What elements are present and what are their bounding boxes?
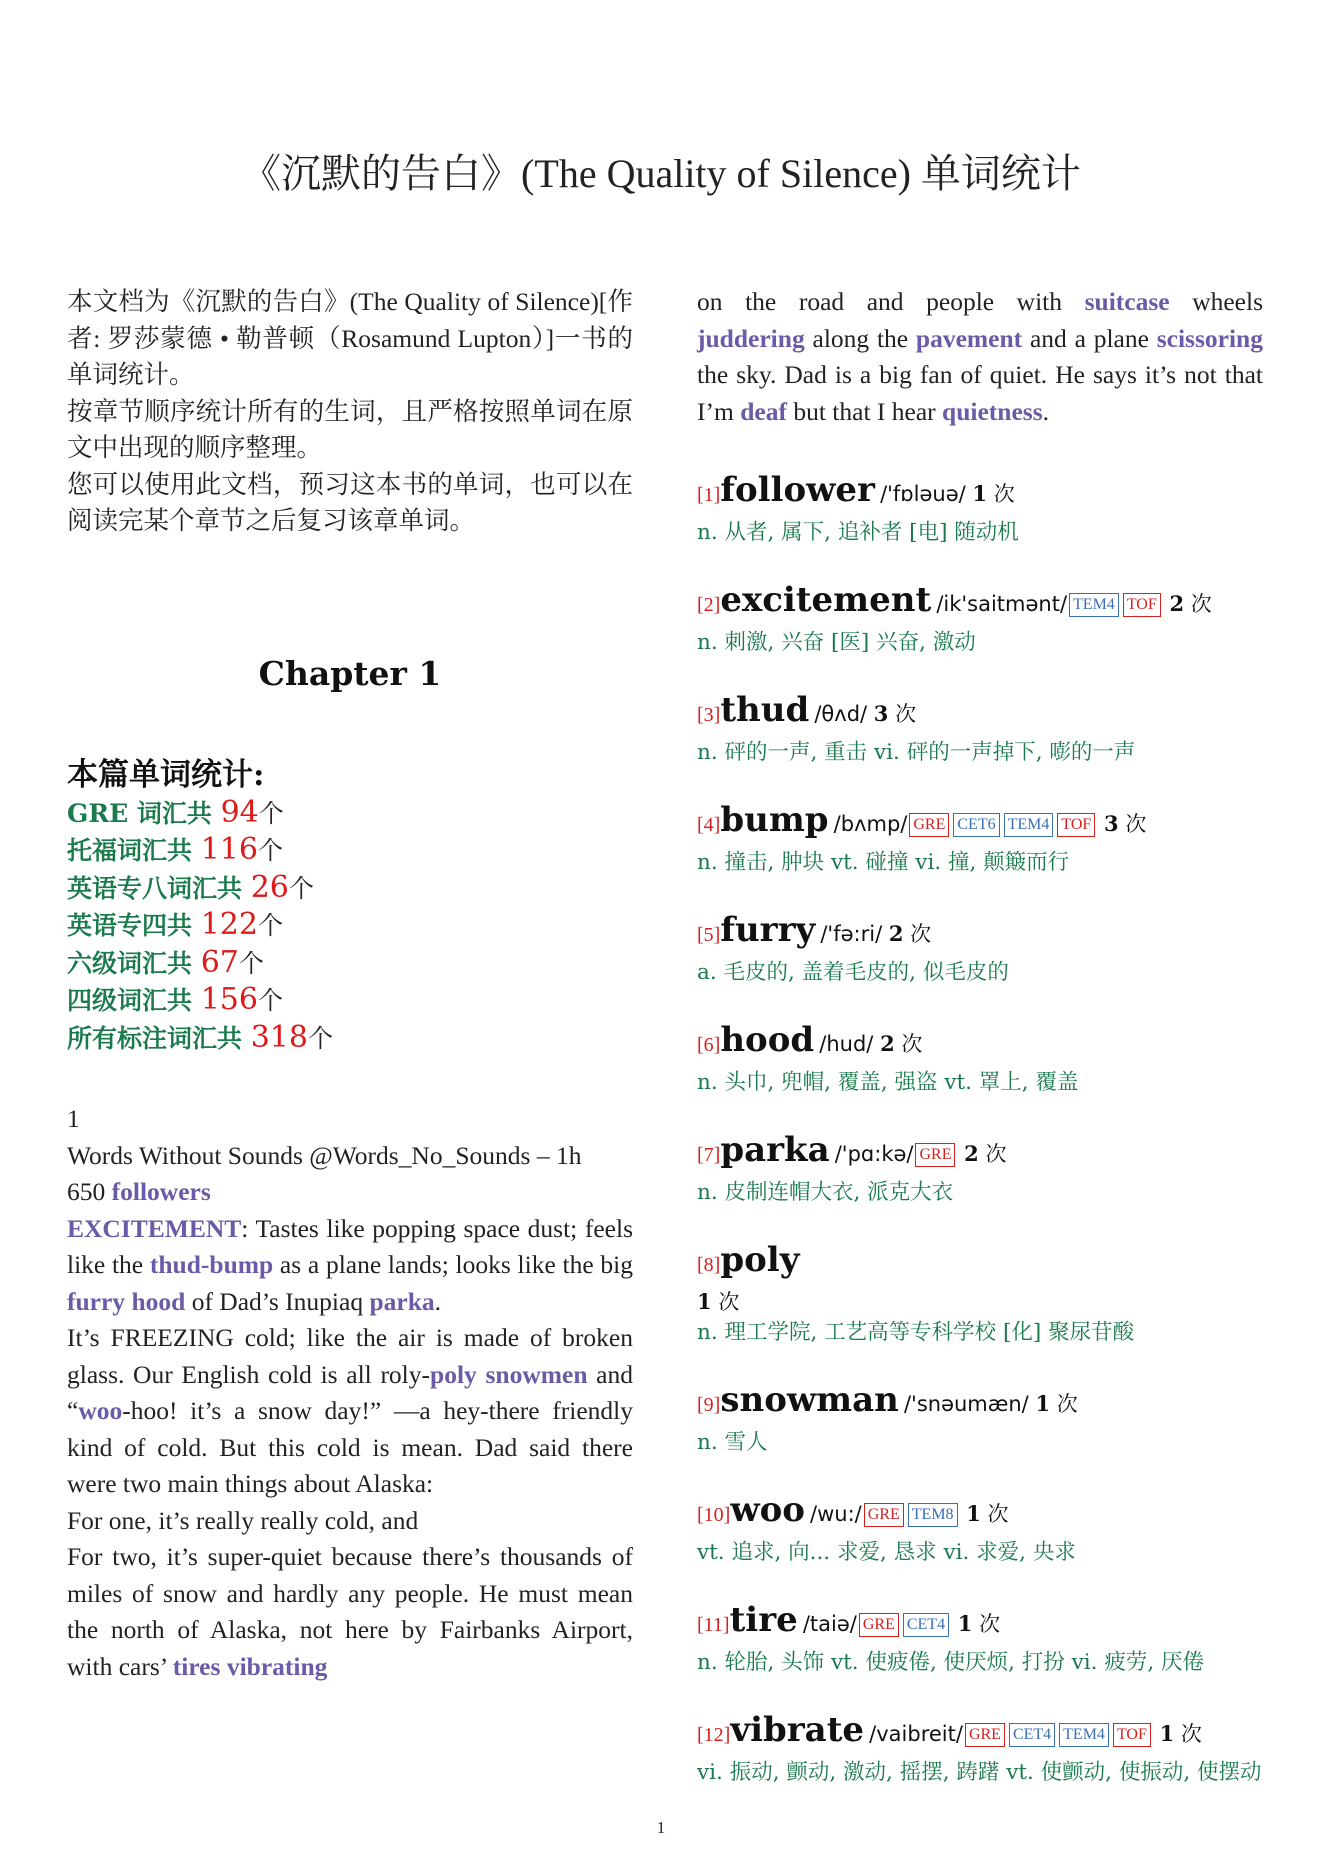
stat-count: 156 bbox=[200, 982, 258, 1017]
stat-row-cet6 bbox=[67, 945, 633, 983]
stat-count: 67 bbox=[200, 944, 239, 980]
exam-tag: TOF bbox=[1057, 813, 1095, 837]
text-paragraph: 1 bbox=[67, 1104, 80, 1133]
vocab-entry bbox=[697, 470, 1263, 550]
entry-number: [3] bbox=[697, 704, 721, 726]
highlighted-word: thud bbox=[149, 1250, 201, 1279]
vocab-entry bbox=[697, 1130, 1263, 1210]
highlighted-word: bump bbox=[209, 1250, 274, 1279]
exam-tag: TOF bbox=[1123, 593, 1161, 617]
entry-count-unit: 次 bbox=[979, 1612, 1001, 1636]
vocab-entry-header bbox=[697, 690, 1263, 736]
text-run: and a plane bbox=[1022, 323, 1157, 353]
stat-row-all bbox=[67, 1020, 633, 1058]
stat-count: 26 bbox=[250, 869, 289, 905]
stat-label: 四级词汇共 bbox=[67, 986, 201, 1015]
highlighted-word: EXCITEMENT bbox=[67, 1213, 242, 1243]
entry-count-value: 1 bbox=[957, 1611, 973, 1636]
word-stats bbox=[67, 795, 633, 1058]
highlighted-word: poly bbox=[430, 1359, 477, 1389]
text-run: the sky. Dad is a big fan of quiet. He says it’s not that I’m bbox=[697, 360, 1263, 426]
vocab-entry-header bbox=[697, 1130, 1263, 1176]
entry-phonetic: /wu:/ bbox=[810, 1502, 862, 1526]
text-paragraph bbox=[67, 1539, 633, 1685]
exam-tag: CET4 bbox=[903, 1613, 949, 1637]
vocab-entry-header bbox=[697, 1240, 1263, 1286]
exam-tag: GRE bbox=[909, 813, 949, 837]
stat-label: 英语专四共 bbox=[67, 911, 201, 940]
entry-definition: n. 从者, 属下, 追补者 [电] 随动机 bbox=[697, 520, 1019, 545]
stat-label: 英语专八词汇共 bbox=[67, 873, 251, 903]
highlighted-word: suitcase bbox=[1084, 287, 1170, 316]
entry-number: [11] bbox=[697, 1614, 730, 1636]
highlighted-word: snowmen bbox=[485, 1359, 588, 1389]
entry-word: woo bbox=[730, 1490, 805, 1530]
entry-count-value: 3 bbox=[1104, 811, 1119, 836]
highlighted-word: followers bbox=[111, 1177, 211, 1206]
vocab-entry bbox=[697, 1380, 1263, 1460]
entry-number: [5] bbox=[697, 924, 721, 946]
entry-number: [9] bbox=[697, 1394, 721, 1416]
text-run: and “ bbox=[67, 1359, 633, 1425]
stat-unit: 个 bbox=[288, 873, 314, 903]
highlighted-word: hood bbox=[131, 1286, 186, 1316]
exam-tag: GRE bbox=[965, 1723, 1005, 1747]
right-column bbox=[697, 284, 1263, 1820]
chapter-title: Chapter 1 bbox=[258, 653, 442, 693]
entry-definition: n. 撞击, 肿块 vt. 碰撞 vi. 撞, 颠簸而行 bbox=[697, 850, 1070, 875]
exam-tag: GRE bbox=[864, 1503, 904, 1527]
entry-count-value: 2 bbox=[888, 921, 904, 946]
entry-definition: vi. 振动, 颤动, 激动, 摇摆, 踌躇 vt. 使颤动, 使振动, 使摆动 bbox=[697, 1760, 1262, 1785]
entry-count-unit: 次 bbox=[1056, 1392, 1078, 1416]
entry-count-unit: 次 bbox=[1125, 812, 1147, 836]
entry-count-value: 2 bbox=[880, 1031, 895, 1056]
text-run: For two, it’s super-quiet because there’s thousands of miles of snow and hardly any people. He must mean the north of Alaska, not here by Fairbanks Airport, with cars’ bbox=[67, 1542, 633, 1681]
text-run: . bbox=[1042, 396, 1050, 426]
entry-count-unit: 次 bbox=[987, 1502, 1009, 1526]
entry-count-value: 1 bbox=[972, 481, 988, 506]
vocab-entry-header bbox=[697, 800, 1263, 846]
vocab-entry-header bbox=[697, 1600, 1263, 1646]
text-run: 650 bbox=[67, 1177, 112, 1206]
entry-word: follower bbox=[720, 470, 875, 510]
entry-number: [7] bbox=[697, 1144, 721, 1166]
entry-count bbox=[1153, 1722, 1202, 1746]
text-run: . bbox=[434, 1286, 442, 1316]
intro-paragraph: 本文档为《沉默的告白》(The Quality of Silence)[作者: 罗莎蒙德 • 勒普顿（Rosamund Lupton）]一书的单词统计。 bbox=[67, 287, 633, 389]
highlighted-word: quietness bbox=[942, 396, 1043, 426]
exam-tag: TOF bbox=[1113, 1723, 1151, 1747]
entry-number: [4] bbox=[697, 814, 721, 836]
vocab-entry-header bbox=[697, 580, 1263, 626]
entry-count-value: 2 bbox=[1169, 591, 1185, 616]
exam-tag: GRE bbox=[859, 1613, 899, 1637]
left-column bbox=[67, 284, 633, 1685]
entry-word: vibrate bbox=[730, 1710, 865, 1750]
entry-definition: n. 刺激, 兴奋 [医] 兴奋, 激动 bbox=[697, 630, 976, 655]
entry-count bbox=[1163, 592, 1212, 616]
vocab-entry bbox=[697, 910, 1263, 990]
vocab-entry-header bbox=[697, 1020, 1263, 1066]
entry-definition: n. 轮胎, 头饰 vt. 使疲倦, 使厌烦, 打扮 vi. 疲劳, 厌倦 bbox=[697, 1650, 1205, 1675]
text-run: as a plane lands; looks like the big bbox=[273, 1250, 633, 1279]
entry-definition: n. 皮制连帽大衣, 派克大衣 bbox=[697, 1180, 954, 1205]
entry-word: tire bbox=[729, 1600, 798, 1640]
stat-row-cet4 bbox=[67, 982, 633, 1020]
highlighted-word: tires bbox=[172, 1651, 221, 1681]
page-number: 1 bbox=[656, 1818, 666, 1837]
entry-number: [6] bbox=[697, 1034, 721, 1056]
text-paragraph bbox=[67, 1174, 633, 1211]
intro-section bbox=[67, 284, 633, 540]
stat-label: 所有标注词汇共 bbox=[67, 1023, 251, 1053]
entry-phonetic: /bʌmp/ bbox=[833, 812, 908, 836]
text-run: - bbox=[200, 1250, 210, 1279]
entry-count bbox=[697, 1286, 1263, 1316]
entry-word: snowman bbox=[720, 1380, 899, 1420]
stat-unit: 个 bbox=[257, 911, 283, 940]
exam-tag: GRE bbox=[915, 1143, 955, 1167]
vocab-entry bbox=[697, 1600, 1263, 1680]
stat-row-toefl bbox=[67, 832, 633, 870]
entry-count-value: 2 bbox=[964, 1141, 979, 1166]
entry-count-value: 1 bbox=[966, 1501, 981, 1526]
entry-word: excitement bbox=[720, 580, 932, 620]
entry-phonetic: /θʌd/ bbox=[814, 702, 868, 726]
entry-count-unit: 次 bbox=[910, 922, 932, 946]
entry-word: bump bbox=[720, 800, 829, 840]
entry-count-unit: 次 bbox=[1180, 1722, 1202, 1746]
stat-unit: 个 bbox=[307, 1023, 333, 1053]
highlighted-word: parka bbox=[369, 1286, 435, 1316]
entry-count-value: 1 bbox=[1159, 1721, 1175, 1746]
text-paragraph: Words Without Sounds @Words_No_Sounds – 1h bbox=[67, 1140, 582, 1170]
exam-tag: TEM4 bbox=[1004, 813, 1054, 837]
stat-count: 122 bbox=[200, 907, 258, 942]
entry-definition: n. 理工学院, 工艺高等专科学校 [化] 聚尿苷酸 bbox=[697, 1320, 1135, 1345]
stat-count: 116 bbox=[200, 832, 258, 867]
entry-count bbox=[966, 482, 1015, 506]
entry-word: furry bbox=[720, 910, 816, 950]
text-run: of Dad’s Inupiaq bbox=[185, 1286, 370, 1316]
entry-word: hood bbox=[720, 1020, 815, 1060]
entry-definition: n. 头巾, 兜帽, 覆盖, 强盗 vt. 罩上, 覆盖 bbox=[697, 1070, 1079, 1095]
highlighted-word: furry bbox=[67, 1286, 126, 1316]
stat-row-gre bbox=[67, 795, 633, 833]
entry-count bbox=[951, 1612, 1000, 1636]
entry-phonetic: /'fɒləuə/ bbox=[880, 482, 966, 506]
entry-definition: vt. 追求, 向... 求爱, 恳求 vi. 求爱, 央求 bbox=[697, 1540, 1076, 1565]
chapter-text bbox=[67, 1101, 633, 1685]
entry-phonetic: /'snəumæn/ bbox=[903, 1392, 1029, 1416]
entry-count bbox=[957, 1142, 1006, 1166]
entry-count-unit: 次 bbox=[993, 482, 1015, 506]
entry-phonetic: /'fə:ri/ bbox=[820, 922, 883, 946]
stats-heading: 本篇单词统计: bbox=[67, 756, 265, 793]
text-run: : Tastes like popping space dust; feels like the bbox=[67, 1213, 633, 1279]
stat-count: 318 bbox=[250, 1019, 308, 1055]
entry-phonetic: /taiə/ bbox=[802, 1612, 857, 1636]
vocab-entry-header bbox=[697, 1380, 1263, 1426]
vocab-entry bbox=[697, 690, 1263, 770]
vocabulary-list bbox=[697, 470, 1263, 1790]
exam-tag: CET4 bbox=[1009, 1723, 1055, 1747]
vocab-entry-header bbox=[697, 1710, 1263, 1756]
entry-word: thud bbox=[720, 690, 810, 730]
intro-paragraph: 按章节顺序统计所有的生词，且严格按照单词在原文中出现的顺序整理。 bbox=[67, 396, 633, 462]
vocab-entry-header bbox=[697, 1490, 1263, 1536]
entry-definition: n. 雪人 bbox=[697, 1430, 768, 1455]
entry-count bbox=[1097, 812, 1146, 836]
vocab-entry bbox=[697, 800, 1263, 880]
text-run: It’s FREEZING cold; like the air is made of broken glass. Our English cold is all roly- bbox=[67, 1323, 633, 1389]
text-run: wheels bbox=[1169, 287, 1264, 316]
highlighted-word: pavement bbox=[915, 323, 1023, 353]
highlighted-word: woo bbox=[78, 1396, 123, 1425]
entry-count bbox=[960, 1502, 1009, 1526]
entry-word: poly bbox=[720, 1240, 800, 1280]
entry-count-value: 1 bbox=[1035, 1391, 1051, 1416]
entry-number: [12] bbox=[697, 1724, 731, 1746]
text-paragraph bbox=[67, 1211, 633, 1321]
entry-number: [2] bbox=[697, 594, 721, 616]
entry-count-unit: 次 bbox=[985, 1142, 1007, 1166]
vocab-entry-header bbox=[697, 470, 1263, 516]
entry-count-value: 3 bbox=[873, 701, 889, 726]
text-run: along the bbox=[804, 323, 916, 353]
stat-label: 托福词汇共 bbox=[67, 836, 201, 865]
stat-unit: 个 bbox=[258, 798, 284, 828]
vocab-entry bbox=[697, 1490, 1263, 1570]
text-run: but that I hear bbox=[786, 396, 943, 426]
stat-count: 94 bbox=[220, 794, 259, 830]
stat-unit: 个 bbox=[238, 948, 264, 978]
entry-count-value: 1 bbox=[697, 1289, 712, 1314]
text-run: on the road and people with bbox=[697, 287, 1085, 316]
stat-label: 六级词汇共 bbox=[67, 948, 201, 978]
entry-phonetic: /vaibreit/ bbox=[869, 1722, 963, 1746]
highlighted-word: juddering bbox=[697, 323, 805, 353]
exam-tag: TEM4 bbox=[1069, 593, 1119, 617]
entry-phonetic: /hud/ bbox=[819, 1032, 874, 1056]
exam-tag: CET6 bbox=[953, 813, 999, 837]
entry-count bbox=[873, 1032, 922, 1056]
stat-unit: 个 bbox=[257, 986, 283, 1015]
entry-count-unit: 次 bbox=[1190, 592, 1212, 616]
entry-count bbox=[882, 922, 931, 946]
vocab-entry-header bbox=[697, 910, 1263, 956]
entry-count-unit: 次 bbox=[718, 1290, 740, 1314]
text-paragraph bbox=[67, 1320, 633, 1503]
vocab-entry bbox=[697, 1240, 1263, 1350]
stat-unit: 个 bbox=[257, 836, 283, 865]
entry-number: [10] bbox=[697, 1504, 731, 1526]
exam-tag: TEM8 bbox=[908, 1503, 958, 1527]
vocab-entry bbox=[697, 1710, 1263, 1790]
page-title: 《沉默的告白》(The Quality of Silence) 单词统计 bbox=[241, 151, 1081, 196]
entry-definition: n. 砰的一声, 重击 vi. 砰的一声掉下, 嘭的一声 bbox=[697, 740, 1136, 765]
exam-tag: TEM4 bbox=[1059, 1723, 1109, 1747]
highlighted-word: vibrating bbox=[226, 1651, 328, 1681]
entry-definition: a. 毛皮的, 盖着毛皮的, 似毛皮的 bbox=[697, 960, 1009, 985]
chapter-text-continued bbox=[697, 284, 1263, 430]
intro-paragraph: 您可以使用此文档，预习这本书的单词，也可以在阅读完某个章节之后复习该章单词。 bbox=[67, 469, 633, 535]
entry-phonetic: /ik'saitmənt/ bbox=[936, 592, 1068, 616]
entry-count-unit: 次 bbox=[895, 702, 917, 726]
highlighted-word: scissoring bbox=[1156, 323, 1263, 353]
stat-label: GRE 词汇共 bbox=[67, 798, 221, 828]
entry-word: parka bbox=[720, 1130, 830, 1170]
entry-phonetic: /'pɑ:kə/ bbox=[834, 1142, 914, 1166]
entry-count-unit: 次 bbox=[901, 1032, 923, 1056]
text-paragraph: For one, it’s really really cold, and bbox=[67, 1505, 419, 1535]
vocab-entry bbox=[697, 1020, 1263, 1100]
stat-row-tem8 bbox=[67, 870, 633, 908]
entry-number: [8] bbox=[697, 1254, 721, 1276]
highlighted-word: deaf bbox=[740, 396, 787, 426]
stat-row-tem4 bbox=[67, 907, 633, 945]
entry-count bbox=[867, 702, 916, 726]
text-run: -hoo! it’s a snow day!” —a hey-there friendly kind of cold. But this cold is mean. Dad said there were two main things about Alaska: bbox=[67, 1396, 633, 1498]
entry-number: [1] bbox=[697, 484, 721, 506]
entry-count bbox=[1029, 1392, 1078, 1416]
vocab-entry bbox=[697, 580, 1263, 660]
